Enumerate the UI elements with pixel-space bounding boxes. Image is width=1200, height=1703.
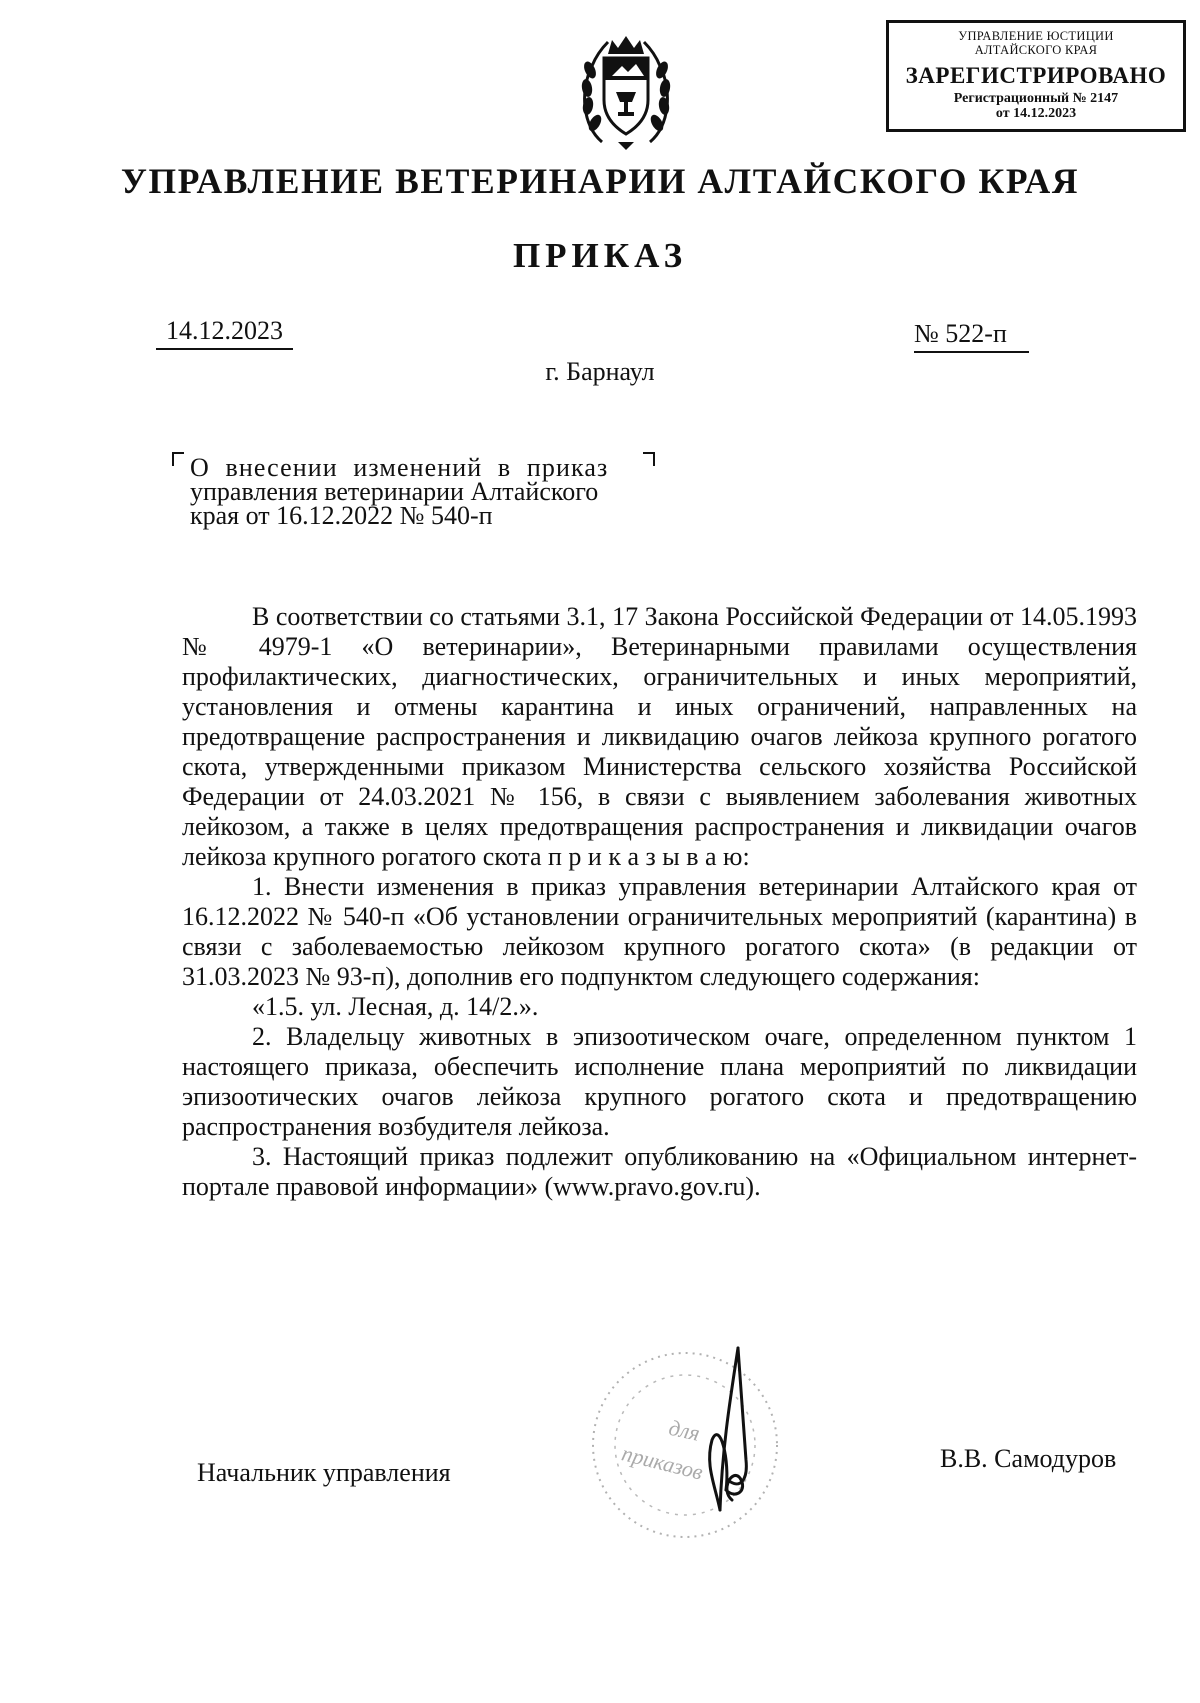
signatory-name: В.В. Самодуров [940,1444,1117,1473]
item-1-subitem: «1.5. ул. Лесная, д. 14/2.». [252,992,539,1021]
document-type: ПРИКАЗ [512,236,688,275]
subject-bracket-left [172,452,184,466]
registration-stamp-dept-line1: УПРАВЛЕНИЕ ЮСТИЦИИ [958,29,1114,43]
signatory-title: Начальник управления [197,1458,451,1487]
order-body [182,602,1137,1202]
city: г. Барнаул [545,357,655,386]
official-seal-and-signature [580,1340,830,1560]
seal-for-orders-icon [593,1353,777,1537]
registration-status: ЗАРЕГИСТРИРОВАНО [905,63,1167,88]
order-word: п р и к а з ы в а ю: [547,842,750,871]
registration-stamp-dept [889,29,1183,57]
altai-krai-coat-of-arms-icon [578,30,674,152]
preamble-paragraph [182,602,1137,872]
seal-text-line2: приказов [619,1440,706,1485]
seal-text-line1: для [666,1414,703,1446]
preamble-text: В соответствии со статьями 3.1, 17 Закона Российской Федерации от 14.05.1993 № 4979-1 «О ветеринарии», Ветеринарными правилами осуществления профилактических, диагностических, ограничительных и иных мероприятий, установления и отмены карантина и иных ограничений, направленных на предотвращение распространения и ликвидацию очагов лейкоза крупного рогатого скота, утвержденными приказом Министерства сельского хозяйства Российской Федерации от 24.03.2021 № 156, в связи с выявлением заболевания животных лейкозом, а также в целях предотвращения распространения и ликвидации очагов лейкоза крупного рогатого скота [182,602,1137,871]
registration-stamp-dept-line2: АЛТАЙСКОГО КРАЯ [974,43,1098,57]
subject-line1: О внесении изменений в приказ [190,453,609,482]
item-1: 1. Внести изменения в приказ управления ветеринарии Алтайского края от 16.12.2022 № 540-п «Об установлении ограничительных мероприятий (карантина) в связи с заболеваемостью лейкозом крупного рогатого скота» (в редакции от 31.03.2023 № 93-п), дополнив его подпунктом следующего содержания: [182,872,1137,991]
order-number: № 522-п [914,319,1029,353]
registration-stamp [886,20,1186,132]
agency-name: УПРАВЛЕНИЕ ВЕТЕРИНАРИИ АЛТАЙСКОГО КРАЯ [120,161,1080,201]
order-subject [190,453,660,530]
item-3: 3. Настоящий приказ подлежит опубликованию на «Официальном интернет-портале правовой информации» (www.pravo.gov.ru). [182,1142,1137,1201]
subject-line3: края от 16.12.2022 № 540-п [190,501,493,530]
item-2: 2. Владельцу животных в эпизоотическом очаге, определенном пунктом 1 настоящего приказа, обеспечить исполнение плана мероприятий по ликвидации эпизоотических очагов лейкоза крупного рогатого скота и предотвращению распространения возбудителя лейкоза. [182,1022,1137,1141]
order-date: 14.12.2023 [156,316,293,350]
registration-number: Регистрационный № 2147 [953,91,1119,106]
handwritten-signature-icon [710,1348,747,1510]
subject-line2: управления ветеринарии Алтайского [190,477,599,506]
registration-date: от 14.12.2023 [995,106,1077,121]
